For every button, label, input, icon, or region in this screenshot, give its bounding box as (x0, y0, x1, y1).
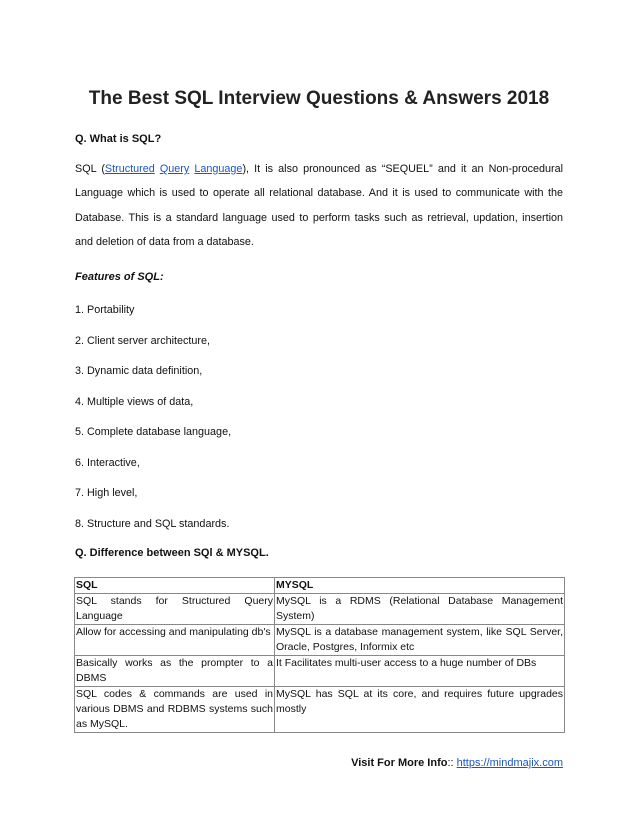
feature-item: 8. Structure and SQL standards. (75, 518, 230, 530)
intro-prefix: SQL ( (75, 163, 105, 175)
table-cell-mysql: MySQL is a database management system, like SQL Server, Oracle, Postgres, Informix etc (275, 625, 565, 656)
table-cell-sql: Basically works as the prompter to a DBMS (75, 656, 275, 687)
table-cell-mysql: MySQL has SQL at its core, and requires future upgrades mostly (275, 687, 565, 733)
features-heading: Features of SQL: (75, 271, 164, 283)
feature-item: 2. Client server architecture, (75, 335, 211, 347)
table-header-row (75, 578, 565, 594)
table-cell-sql: SQL stands for Structured Query Language (75, 594, 275, 625)
link-structured[interactable]: Structured (104, 163, 155, 175)
footer-separator: :: (447, 757, 457, 769)
feature-item: 5. Complete database language, (75, 426, 232, 438)
table-row (75, 594, 565, 625)
table-cell-sql: Allow for accessing and manipulating db's (75, 625, 275, 656)
column-header-mysql: MYSQL (275, 578, 565, 594)
comparison-table (74, 577, 565, 733)
footer-label: Visit For More Info (351, 757, 448, 769)
feature-item: 1. Portability (75, 304, 135, 316)
link-language[interactable]: Language (194, 163, 243, 175)
feature-item: 6. Interactive, (75, 457, 140, 469)
feature-item: 3. Dynamic data definition, (75, 365, 203, 377)
feature-item: 7. High level, (75, 487, 138, 499)
column-header-sql: SQL (75, 578, 275, 594)
intro-rest: ), It is also pronounced as “SEQUEL” and it an Non-procedural Language which is used to operate all relational database. And it is used to communicate with the Database. This is a standard language used to perform tasks such as retrieval, updation, insertion and deletion of data from a database. (75, 163, 564, 249)
table-cell-mysql: It Facilitates multi-user access to a huge number of DBs (275, 656, 565, 687)
question-what-is-sql: Q. What is SQL? (75, 133, 162, 145)
table-cell-sql: SQL codes & commands are used in various DBMS and RDBMS systems such as MySQL. (75, 687, 275, 733)
page-title: The Best SQL Interview Questions & Answers 2018 (88, 88, 550, 109)
table-row (75, 687, 565, 733)
question-sql-vs-mysql: Q. Difference between SQl & MYSQL. (75, 547, 269, 559)
link-query[interactable]: Query (159, 163, 190, 175)
footer-link[interactable]: https://mindmajix.com (456, 757, 563, 769)
table-row (75, 656, 565, 687)
footer (351, 757, 563, 769)
feature-item: 4. Multiple views of data, (75, 396, 194, 408)
table-cell-mysql: MySQL is a RDMS (Relational Database Management System) (275, 594, 565, 625)
sql-intro-paragraph (75, 157, 563, 255)
table-row (75, 625, 565, 656)
